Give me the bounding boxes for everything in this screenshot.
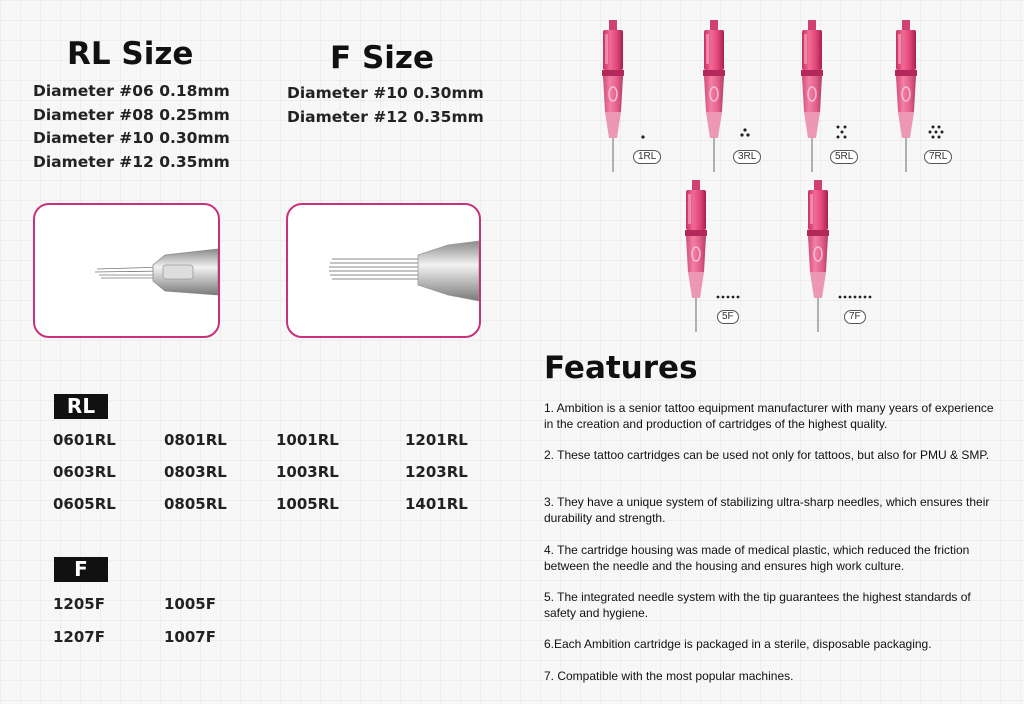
7rl-dots-icon [928, 124, 944, 140]
feature-item: 5. The integrated needle system with the tip guarantees the highest standards of safety and hygiene. [544, 590, 971, 620]
f-code: 1007F [164, 628, 216, 646]
cartridge-1rl-image [599, 20, 627, 176]
rl-code: 0805RL [164, 495, 227, 513]
rl-code: 1203RL [405, 463, 468, 481]
rl-code: 0803RL [164, 463, 227, 481]
cartridge-7f-image [804, 180, 832, 336]
f-needle-illustration [288, 205, 479, 336]
f-code: 1205F [53, 595, 105, 613]
feature-item: 4. The cartridge housing was made of medical plastic, which reduced the friction between the needle and the housing and ensures high work culture. [544, 543, 970, 573]
f-needle-image [286, 203, 481, 338]
f-code: 1207F [53, 628, 105, 646]
rl-needle-illustration [35, 205, 218, 336]
7f-dots-icon [838, 294, 874, 300]
rl-code: 0801RL [164, 431, 227, 449]
cartridge-label: 7F [844, 310, 866, 324]
feature-item: 6.Each Ambition cartridge is packaged in a sterile, disposable packaging. [544, 637, 932, 651]
feature-item: 3. They have a unique system of stabilizing ultra-sharp needles, which ensures their durability and strength. [544, 495, 990, 525]
cartridge-5rl-image [798, 20, 826, 176]
rl-code: 0601RL [53, 431, 116, 449]
f-diameter-list [287, 82, 484, 129]
cartridge-3rl-image [700, 20, 728, 176]
rl-code: 0605RL [53, 495, 116, 513]
rl-diameter-item: Diameter #10 0.30mm [33, 129, 230, 147]
rl-code: 1005RL [276, 495, 339, 513]
rl-tag: RL [54, 394, 108, 419]
f-diameter-item: Diameter #10 0.30mm [287, 84, 484, 102]
feature-item: 7. Compatible with the most popular machines. [544, 669, 794, 683]
f-code: 1005F [164, 595, 216, 613]
rl-needle-image [33, 203, 220, 338]
rl-code: 1003RL [276, 463, 339, 481]
f-size-title: F Size [330, 40, 434, 76]
rl-diameter-item: Diameter #12 0.35mm [33, 152, 230, 171]
rl-diameter-item: Diameter #08 0.25mm [33, 105, 230, 124]
rl-diameter-item: Diameter #06 0.18mm [33, 82, 230, 100]
5rl-dots-icon [834, 124, 850, 140]
3rl-dots-icon [738, 126, 752, 140]
feature-item: 1. Ambition is a senior tattoo equipment manufacturer with many years of experience in the creation and production of cartridges of the highest quality. [544, 401, 994, 431]
cartridge-label: 5RL [830, 150, 858, 164]
rl-code: 1201RL [405, 431, 468, 449]
cartridge-7rl-image [892, 20, 920, 176]
1rl-dot-icon [638, 132, 648, 142]
rl-code: 1401RL [405, 495, 468, 513]
feature-item: 2. These tattoo cartridges can be used not only for tattoos, but also for PMU & SMP. [544, 448, 990, 462]
cartridge-label: 1RL [633, 150, 661, 164]
f-diameter-item: Diameter #12 0.35mm [287, 107, 484, 126]
rl-diameter-list [33, 80, 230, 174]
rl-code: 0603RL [53, 463, 116, 481]
features-title: Features [544, 350, 698, 386]
5f-dots-icon [716, 294, 742, 300]
cartridge-label: 3RL [733, 150, 761, 164]
rl-code: 1001RL [276, 431, 339, 449]
rl-size-title: RL Size [67, 36, 194, 72]
cartridge-label: 5F [717, 310, 739, 324]
cartridge-5f-image [682, 180, 710, 336]
f-tag: F [54, 557, 108, 582]
cartridge-label: 7RL [924, 150, 952, 164]
